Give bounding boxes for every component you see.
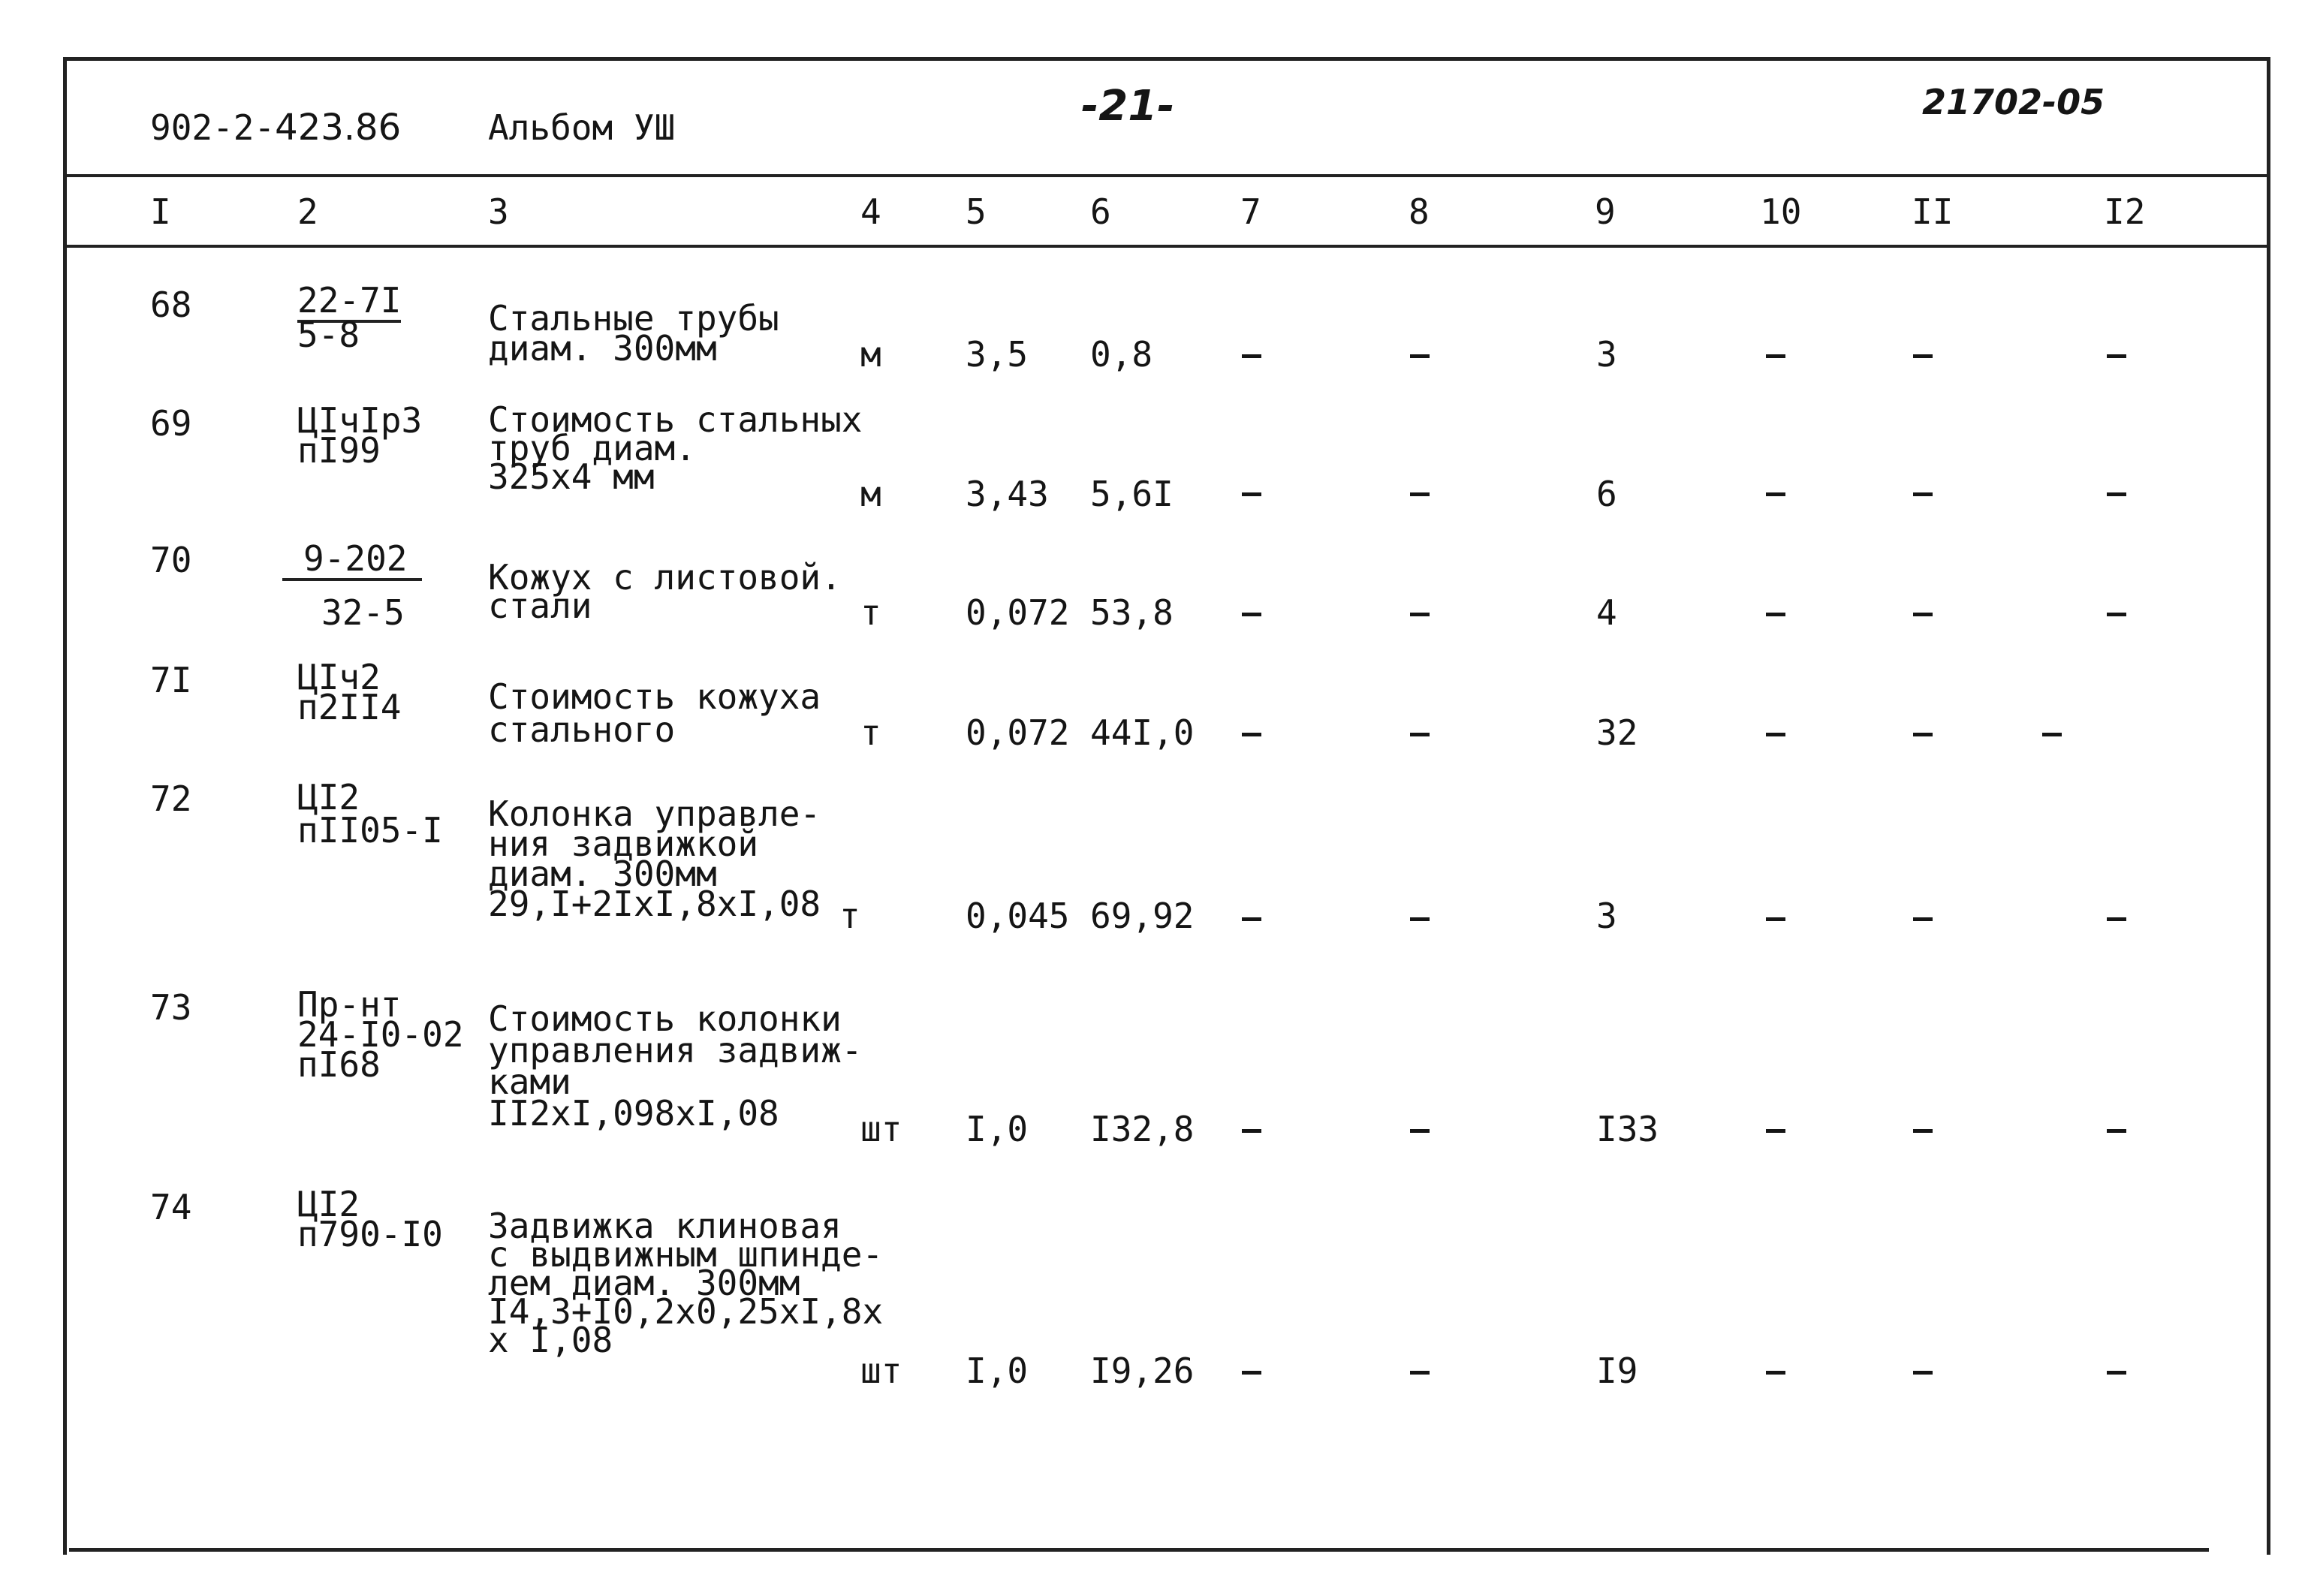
- row-71-extra-dash: [2042, 733, 2062, 736]
- row-69-unit: м: [860, 474, 881, 514]
- row-70-name: Кожух с листовой. стали: [488, 557, 842, 626]
- row-74-col11-dash: [1913, 1371, 1933, 1375]
- row-68-qty: 3,5: [966, 334, 1029, 375]
- row-72-col11-dash: [1913, 917, 1933, 921]
- col-header-9: 9: [1595, 191, 1616, 232]
- row-72-col7-dash: [1242, 917, 1261, 921]
- row-73-col10-dash: [1766, 1129, 1785, 1133]
- row-74-col7-dash: [1242, 1371, 1261, 1375]
- col-header-11: II: [1912, 191, 1954, 232]
- row-69-col10-dash: [1766, 492, 1785, 496]
- header-divider: [67, 174, 2267, 177]
- row-73-qty: I,0: [966, 1109, 1029, 1149]
- row-69-code: ЦIчIр3 пI99: [297, 400, 423, 471]
- row-73-col9: I33: [1596, 1109, 1659, 1149]
- row-70-col11-dash: [1913, 613, 1933, 616]
- row-68-col11-dash: [1913, 354, 1933, 358]
- row-69-col12-dash: [2107, 492, 2126, 496]
- row-69-price: 5,6I: [1090, 474, 1174, 514]
- page-number: -21-: [1081, 82, 1175, 131]
- row-72-col12-dash: [2107, 917, 2126, 921]
- row-71-unit: т: [860, 712, 881, 753]
- row-74-col9: I9: [1596, 1351, 1638, 1391]
- row-70-col10-dash: [1766, 613, 1785, 616]
- row-73-col12-dash: [2107, 1129, 2126, 1133]
- row-73-code: Пр-нт 24-I0-02 пI68: [297, 984, 464, 1085]
- row-74-col8-dash: [1410, 1371, 1430, 1375]
- col-header-5: 5: [966, 191, 987, 232]
- row-71-price: 44I,0: [1090, 712, 1195, 753]
- row-72-col10-dash: [1766, 917, 1785, 921]
- row-73-col7-dash: [1242, 1129, 1261, 1133]
- row-68-col12-dash: [2107, 354, 2126, 358]
- row-73-unit: шт: [860, 1109, 902, 1149]
- row-69-col9: 6: [1596, 474, 1617, 514]
- row-74-col10-dash: [1766, 1371, 1785, 1375]
- row-72-code: ЦI2 пII05-I: [297, 777, 443, 851]
- row-69-number: 69: [150, 403, 192, 444]
- row-68-col9: 3: [1596, 334, 1617, 375]
- row-71-number: 7I: [150, 660, 192, 700]
- col-header-6: 6: [1090, 191, 1111, 232]
- row-72-unit: т: [839, 896, 860, 936]
- row-74-unit: шт: [860, 1351, 902, 1391]
- row-69-col7-dash: [1242, 492, 1261, 496]
- row-69-col11-dash: [1913, 492, 1933, 496]
- row-70-qty: 0,072: [966, 592, 1070, 633]
- row-69-name: Стоимость стальных труб диам. 325х4 мм: [488, 399, 863, 497]
- row-72-col8-dash: [1410, 917, 1430, 921]
- row-73-col8-dash: [1410, 1129, 1430, 1133]
- row-69-qty: 3,43: [966, 474, 1049, 514]
- album-title: Альбом УШ: [488, 107, 676, 148]
- row-68-name: Стальные трубы диам. 300мм: [488, 298, 779, 369]
- row-74-qty: I,0: [966, 1351, 1029, 1391]
- row-70-code-bottom: 32-5: [321, 592, 405, 633]
- row-68-col10-dash: [1766, 354, 1785, 358]
- row-68-col8-dash: [1410, 354, 1430, 358]
- row-73-number: 73: [150, 987, 192, 1028]
- col-header-1: I: [150, 191, 171, 232]
- row-72-qty: 0,045: [966, 896, 1070, 936]
- row-70-unit: т: [860, 592, 881, 633]
- row-73-price: I32,8: [1090, 1109, 1195, 1149]
- row-69-col8-dash: [1410, 492, 1430, 496]
- row-71-col8-dash: [1410, 733, 1430, 736]
- row-68-col7-dash: [1242, 354, 1261, 358]
- col-header-7: 7: [1240, 191, 1261, 232]
- row-73-name: Стоимость колонки управления задвиж- ками II2хI,098хI,08: [488, 998, 863, 1134]
- row-74-price: I9,26: [1090, 1351, 1195, 1391]
- doc-code-prefix: 902-2-: [150, 107, 276, 148]
- row-72-name: Колонка управле- ния задвижкой диам. 300мм 29,I+2IхI,8хI,08: [488, 793, 821, 924]
- row-72-col9: 3: [1596, 896, 1617, 936]
- col-header-12: I2: [2104, 191, 2146, 232]
- col-header-8: 8: [1409, 191, 1430, 232]
- col-header-4: 4: [860, 191, 881, 232]
- row-68-price: 0,8: [1090, 334, 1153, 375]
- row-68-code-top: 22-7I: [297, 282, 401, 323]
- row-70-col7-dash: [1242, 613, 1261, 616]
- row-74-code: ЦI2 п790-I0: [297, 1184, 443, 1254]
- row-68-code-bottom: 5-8: [297, 315, 360, 355]
- row-71-col7-dash: [1242, 733, 1261, 736]
- row-72-price: 69,92: [1090, 896, 1195, 936]
- row-70-col9: 4: [1596, 592, 1617, 633]
- col-header-3: 3: [488, 191, 509, 232]
- column-header-divider: [67, 245, 2267, 248]
- col-header-10: 10: [1760, 191, 1802, 232]
- row-71-name: Стоимость кожуха стального: [488, 676, 821, 750]
- bottom-border: [69, 1548, 2209, 1552]
- row-71-code: ЦIч2 п2II4: [297, 657, 402, 727]
- row-68-number: 68: [150, 285, 192, 325]
- row-70-col12-dash: [2107, 613, 2126, 616]
- row-72-number: 72: [150, 778, 192, 819]
- document-number: 21702-05: [1922, 82, 2105, 122]
- doc-code-handwritten: 423.86: [275, 107, 402, 149]
- doc-code: [150, 107, 402, 149]
- row-71-col9: 32: [1596, 712, 1638, 753]
- row-74-number: 74: [150, 1187, 192, 1227]
- row-70-col8-dash: [1410, 613, 1430, 616]
- row-70-code-top: 9-202: [282, 541, 422, 581]
- row-70-price: 53,8: [1090, 592, 1174, 633]
- row-70-number: 70: [150, 540, 192, 580]
- row-74-col12-dash: [2107, 1371, 2126, 1375]
- row-73-col11-dash: [1913, 1129, 1933, 1133]
- row-71-col11-dash: [1913, 733, 1933, 736]
- row-68-unit: м: [860, 334, 881, 375]
- row-74-name: Задвижка клиновая с выдвижным шпинде- лем диам. 300мм I4,3+I0,2х0,25хI,8х х I,08: [488, 1206, 884, 1360]
- row-71-col10-dash: [1766, 733, 1785, 736]
- row-71-qty: 0,072: [966, 712, 1070, 753]
- col-header-2: 2: [297, 191, 318, 232]
